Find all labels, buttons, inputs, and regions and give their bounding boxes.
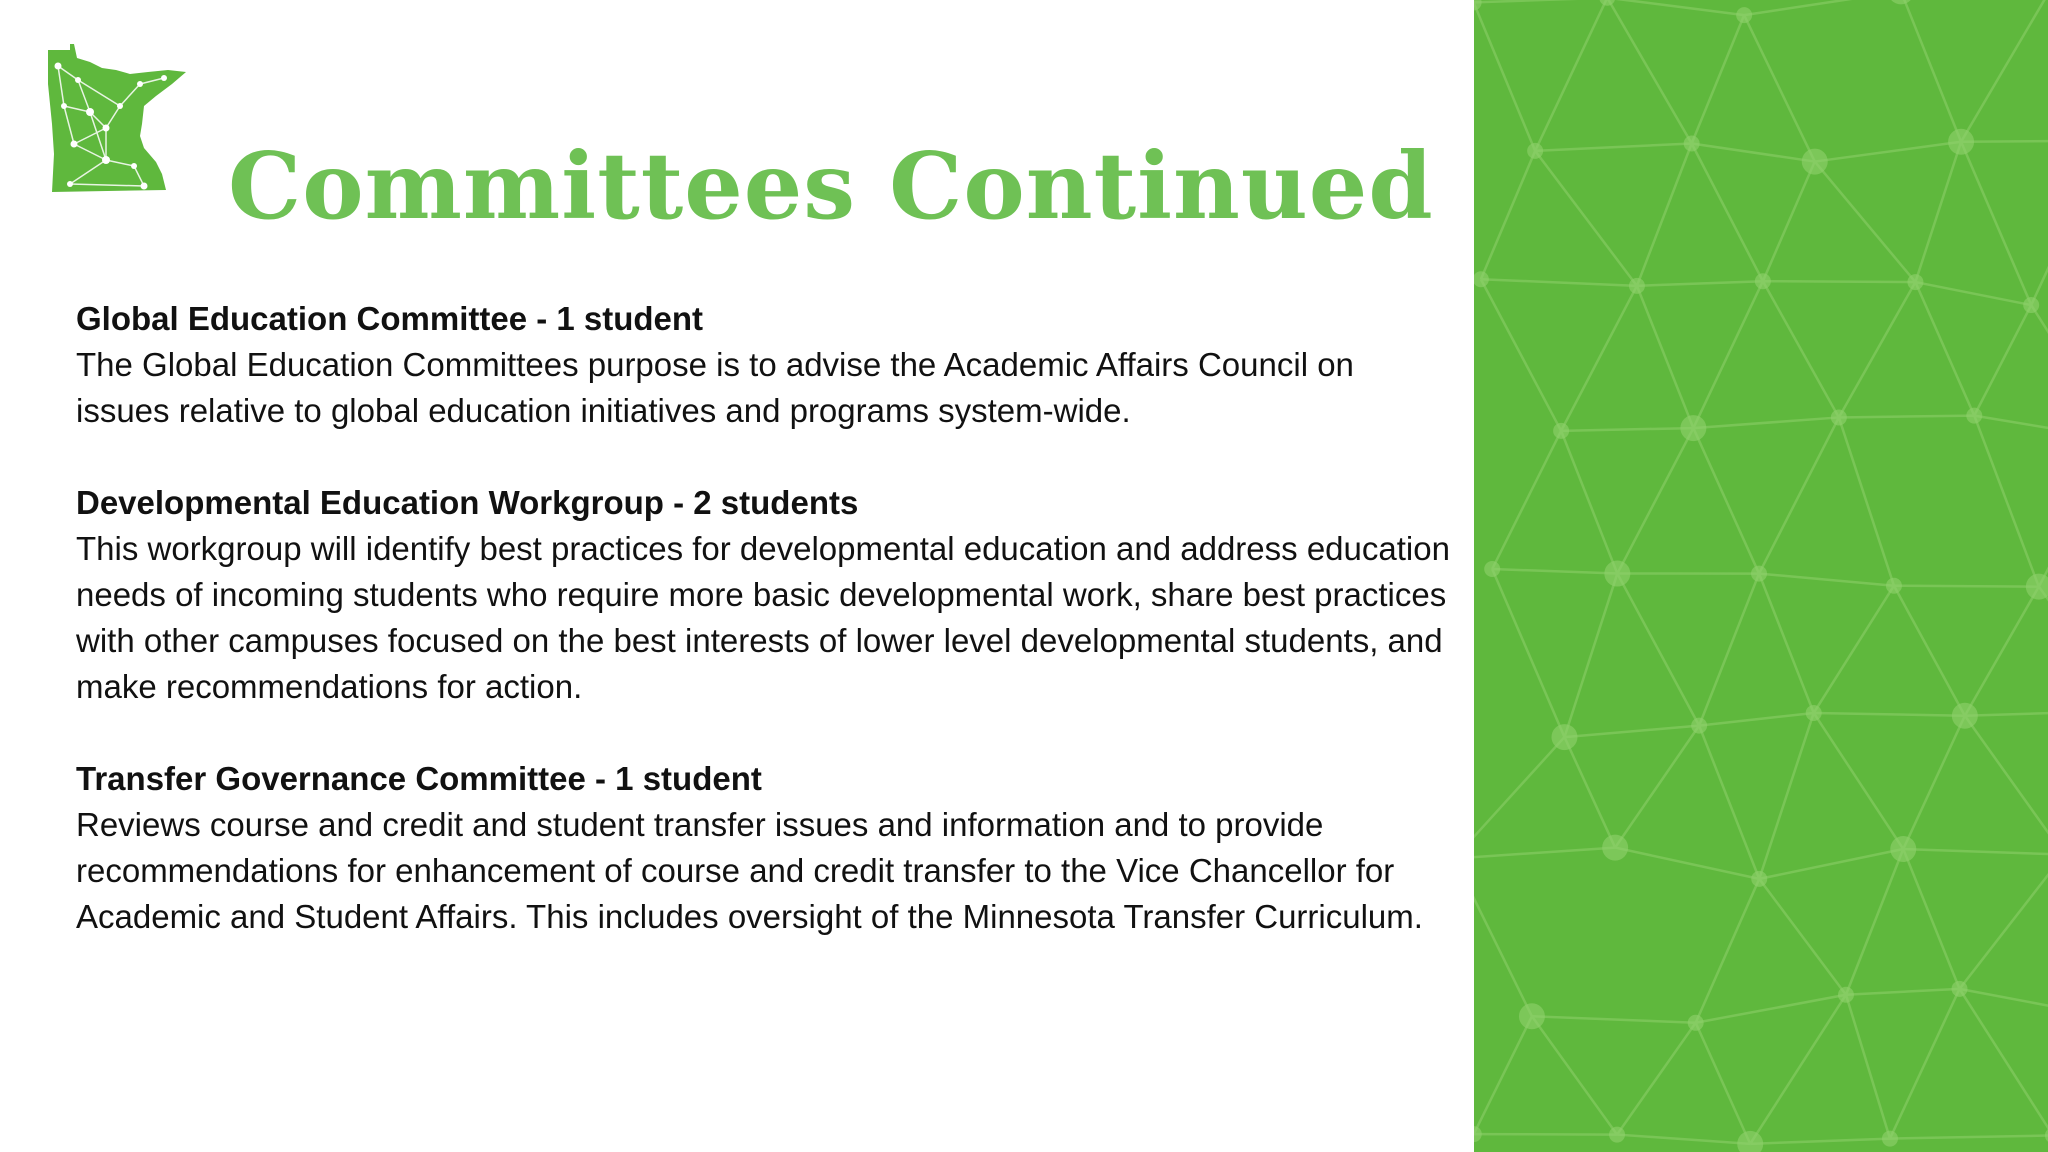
network-node: [1886, 578, 1902, 594]
network-link: [1535, 151, 1637, 286]
network-link: [1974, 416, 2039, 587]
network-link: [1617, 428, 1693, 573]
network-link: [1960, 855, 2048, 989]
network-node: [1952, 703, 1978, 729]
network-node: [1553, 423, 1569, 439]
network-node: [1484, 561, 1500, 577]
network-link: [1561, 286, 1637, 431]
network-node: [1609, 1127, 1625, 1143]
network-link: [1839, 416, 1974, 418]
network-link: [1961, 142, 2031, 305]
committee-list: [76, 296, 1456, 986]
network-link: [1815, 162, 1916, 283]
network-link: [1890, 989, 1960, 1139]
network-node: [1751, 566, 1767, 582]
network-node: [1684, 135, 1700, 151]
network-link: [1815, 142, 1961, 162]
network-link: [1607, 0, 1691, 143]
network-link: [1481, 279, 1637, 286]
committee-section-developmental-education: [76, 480, 1456, 710]
network-link: [1903, 849, 1959, 989]
network-link: [1481, 279, 1561, 431]
network-link: [1564, 737, 1615, 848]
network-node: [1948, 129, 1974, 155]
network-link: [1615, 726, 1699, 848]
network-link: [1846, 995, 1890, 1139]
network-link: [1615, 848, 1759, 879]
network-link: [1839, 417, 1894, 585]
network-node: [1890, 836, 1916, 862]
network-node: [1688, 1015, 1704, 1031]
network-link: [1839, 282, 1916, 417]
network-link: [2039, 439, 2048, 586]
network-node: [1474, 1126, 1482, 1142]
network-node: [1680, 415, 1706, 441]
network-link: [1474, 2, 1535, 150]
network-node: [1474, 271, 1489, 287]
network-link: [1894, 586, 1965, 716]
network-link: [1607, 0, 1744, 15]
network-link: [2039, 587, 2048, 711]
network-link: [2031, 141, 2048, 305]
network-link: [1759, 574, 1814, 713]
section-body: Reviews course and credit and student transfer issues and information and to provide recommendations for enhancement of course and credit transfer to the Vice Chancellor for Academic and Student Affairs. This includes oversight of the Minnesota Transfer Curriculum.: [76, 806, 1423, 935]
network-link: [1692, 15, 1744, 143]
network-node: [1751, 871, 1767, 887]
network-node: [1737, 1131, 1763, 1152]
network-link: [1961, 141, 2048, 142]
network-link: [1637, 286, 1693, 428]
network-link: [1474, 737, 1564, 858]
network-node: [2023, 297, 2039, 313]
network-node: [1831, 409, 1847, 425]
decorative-network-panel: [1474, 0, 2048, 1152]
network-node: [1888, 0, 1914, 4]
network-link: [1532, 1016, 1617, 1134]
network-link: [1960, 989, 2048, 1136]
network-link: [1903, 716, 1965, 849]
committee-section-transfer-governance: [76, 756, 1456, 940]
network-link: [1696, 1023, 1751, 1144]
network-node: [1736, 7, 1752, 23]
network-link: [1974, 305, 2031, 416]
network-node: [1604, 561, 1630, 587]
network-link: [1617, 1023, 1696, 1135]
network-link: [1763, 281, 1839, 417]
network-link: [1699, 726, 1759, 879]
network-link: [1744, 0, 1901, 15]
network-link: [1763, 281, 1916, 282]
network-link: [1492, 569, 1617, 574]
network-link: [1903, 849, 2048, 855]
network-node: [1882, 1131, 1898, 1147]
network-node: [1907, 274, 1923, 290]
network-link: [1692, 143, 1815, 161]
network-node: [1806, 705, 1822, 721]
network-link: [1814, 586, 1894, 713]
network-node: [1551, 724, 1577, 750]
network-link: [1481, 151, 1535, 279]
network-link: [1750, 995, 1846, 1144]
network-link: [1561, 431, 1617, 574]
network-link: [1564, 574, 1617, 738]
network-link: [1564, 726, 1699, 737]
network-link: [1974, 416, 2048, 440]
network-link: [1759, 417, 1839, 573]
network-link: [1474, 848, 1615, 859]
network-link: [1692, 143, 1763, 281]
committee-section-global-education: [76, 296, 1456, 434]
network-link: [1535, 0, 1607, 151]
network-link: [1474, 0, 1607, 2]
section-heading: Developmental Education Workgroup - 2 students: [76, 484, 859, 521]
network-link: [1814, 713, 1965, 716]
network-node: [1966, 408, 1982, 424]
network-link: [1915, 282, 1974, 416]
network-link: [1617, 1135, 1750, 1144]
network-link: [1637, 143, 1692, 285]
section-heading: Transfer Governance Committee - 1 student: [76, 760, 762, 797]
page-title: Committees Continued: [228, 132, 1434, 240]
network-link: [1696, 995, 1846, 1023]
network-link: [1965, 716, 2048, 855]
network-node: [1802, 149, 1828, 175]
section-heading: Global Education Committee - 1 student: [76, 300, 704, 337]
network-link: [1693, 428, 1759, 574]
network-link: [1759, 879, 1846, 995]
network-link: [1759, 849, 1903, 879]
network-node: [1691, 718, 1707, 734]
network-link: [1759, 574, 1894, 586]
network-link: [1617, 574, 1699, 726]
network-link: [1699, 713, 1814, 726]
network-link: [1915, 142, 1961, 282]
network-node: [1599, 0, 1615, 6]
network-link: [1532, 1016, 1696, 1023]
network-node: [2026, 574, 2048, 600]
network-link: [1763, 162, 1815, 282]
network-node: [1629, 278, 1645, 294]
section-body: This workgroup will identify best practices for developmental education and address education needs of incoming students who require more basic developmental work, share best practices with other campuses focused on the best interests of lower level developmental students, and make recommendations for action.: [76, 530, 1450, 705]
network-link: [1561, 428, 1693, 431]
network-pattern-icon: [1474, 0, 2048, 1152]
network-link: [1699, 574, 1759, 726]
network-link: [1890, 1135, 2048, 1138]
minnesota-network-map-icon: [44, 44, 190, 202]
network-link: [1492, 431, 1561, 569]
network-node: [1527, 143, 1543, 159]
network-link: [1744, 15, 1815, 161]
network-link: [1915, 282, 2031, 305]
network-link: [1965, 587, 2039, 716]
network-node: [1519, 1003, 1545, 1029]
network-link: [1693, 281, 1763, 428]
network-link: [1637, 281, 1763, 286]
network-link: [2031, 305, 2048, 439]
network-link: [1474, 1016, 1532, 1134]
section-body: The Global Education Committees purpose is to advise the Academic Affairs Council on issues relative to global education initiatives and programs system-wide.: [76, 346, 1354, 429]
network-link: [1961, 0, 2048, 142]
network-link: [1759, 713, 1813, 879]
network-link: [1846, 849, 1903, 995]
network-link: [1750, 1139, 1890, 1144]
network-node: [1755, 273, 1771, 289]
network-link: [1901, 0, 1961, 142]
network-node: [1474, 0, 1482, 10]
network-node: [1602, 835, 1628, 861]
network-link: [1846, 989, 1960, 995]
network-link: [1535, 143, 1692, 150]
network-link: [1696, 879, 1760, 1023]
network-link: [1492, 569, 1564, 737]
network-node: [1838, 987, 1854, 1003]
network-link: [1960, 989, 2048, 1022]
network-node: [1952, 981, 1968, 997]
network-link: [1814, 713, 1904, 849]
network-link: [1894, 586, 2039, 587]
network-link: [1474, 858, 1532, 1016]
network-link: [1693, 417, 1838, 428]
